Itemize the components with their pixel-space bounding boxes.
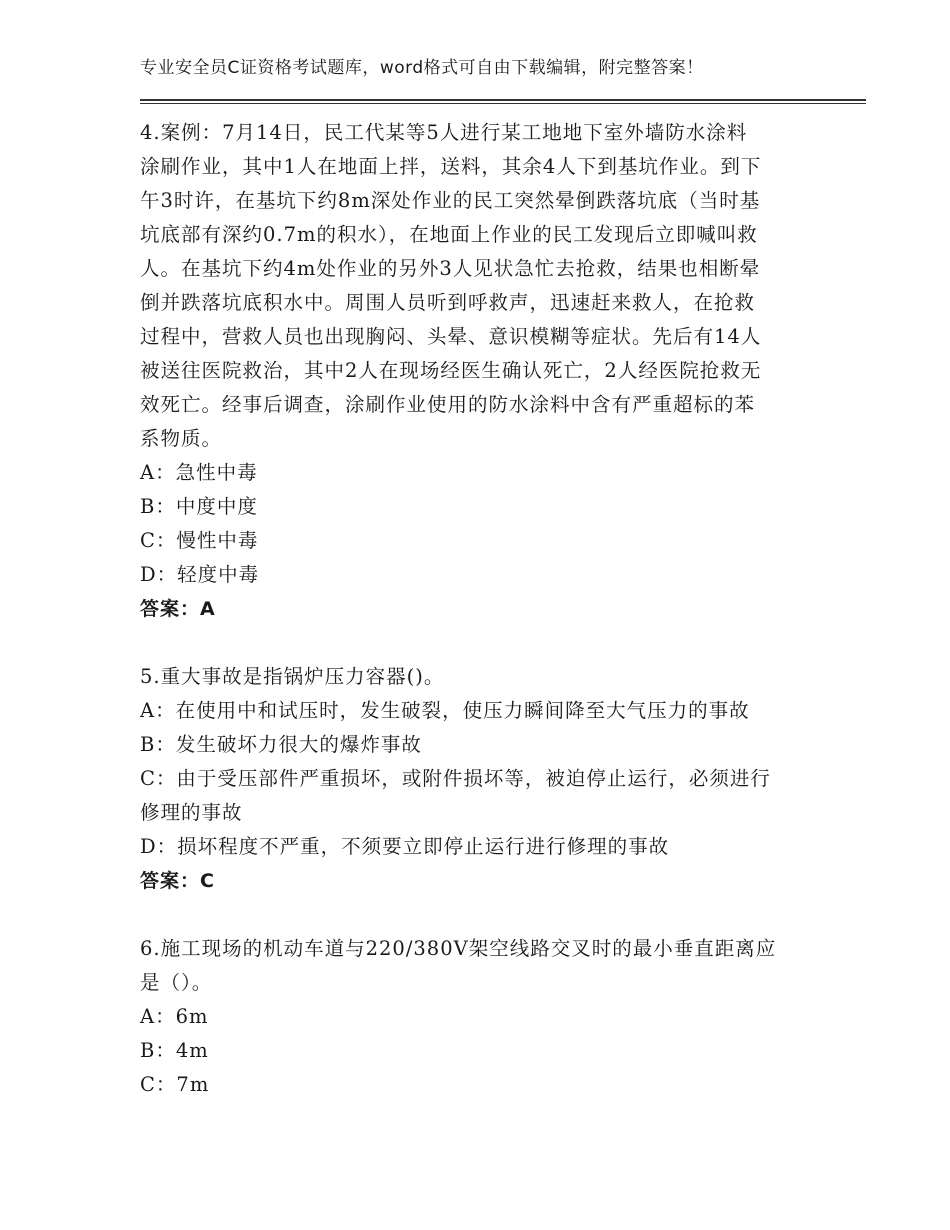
option-a: A：急性中毒 bbox=[140, 461, 258, 484]
option-a: A：6m bbox=[140, 1005, 209, 1028]
question-stem-line: 6.施工现场的机动车道与220/380V架空线路交叉时的最小垂直距离应 bbox=[140, 937, 777, 960]
option-c: C：由于受压部件严重损坏，或附件损坏等，被迫停止运行，必须进行 bbox=[140, 767, 771, 790]
question-stem-line: 午3时许，在基坑下约8m深处作业的民工突然晕倒跌落坑底（当时基 bbox=[140, 189, 761, 212]
option-d: D：轻度中毒 bbox=[140, 563, 260, 586]
question-stem-line: 倒并跌落坑底积水中。周围人员听到呼救声，迅速赶来救人，在抢救 bbox=[140, 291, 756, 314]
question-stem-line: 5.重大事故是指锅炉压力容器()。 bbox=[140, 665, 445, 688]
answer-label: 答案：A bbox=[140, 598, 216, 620]
question-6 bbox=[140, 932, 810, 1102]
question-stem-line: 效死亡。经事后调查，涂刷作业使用的防水涂料中含有严重超标的苯 bbox=[140, 393, 756, 416]
option-d: D：损坏程度不严重，不须要立即停止运行进行修理的事故 bbox=[140, 835, 670, 858]
question-stem-line: 坑底部有深约0.7m的积水），在地面上作业的民工发现后立即喊叫救 bbox=[140, 223, 758, 246]
question-stem-line: 被送往医院救治，其中2人在现场经医生确认死亡，2人经医院抢救无 bbox=[140, 359, 762, 382]
question-spacer bbox=[140, 626, 810, 660]
question-4 bbox=[140, 116, 810, 626]
option-c: C：7m bbox=[140, 1073, 210, 1096]
question-stem-line: 过程中，营救人员也出现胸闷、头晕、意识模糊等症状。先后有14人 bbox=[140, 325, 762, 348]
question-stem-line: 是（）。 bbox=[140, 971, 213, 994]
question-5 bbox=[140, 660, 810, 898]
question-stem-line: 人。在基坑下约4m处作业的另外3人见状急忙去抢救，结果也相断晕 bbox=[140, 257, 761, 280]
question-stem-line: 涂刷作业，其中1人在地面上拌，送料，其余4人下到基坑作业。到下 bbox=[140, 155, 762, 178]
question-stem-line: 系物质。 bbox=[140, 427, 223, 450]
option-a: A：在使用中和试压时，发生破裂，使压力瞬间降至大气压力的事故 bbox=[140, 699, 750, 722]
header-rule-thin bbox=[140, 103, 866, 104]
option-c-continued: 修理的事故 bbox=[140, 801, 243, 824]
header-rule-thick bbox=[140, 99, 866, 101]
option-b: B：发生破坏力很大的爆炸事故 bbox=[140, 733, 422, 756]
question-stem-line: 4.案例：7月14日，民工代某等5人进行某工地地下室外墙防水涂料 bbox=[140, 121, 748, 144]
document-header: 专业安全员C证资格考试题库，word格式可自由下载编辑，附完整答案！ bbox=[140, 58, 704, 78]
option-b: B：中度中度 bbox=[140, 495, 258, 518]
option-b: B：4m bbox=[140, 1039, 209, 1062]
question-list bbox=[140, 116, 810, 1102]
question-spacer bbox=[140, 898, 810, 932]
answer-label: 答案：C bbox=[140, 870, 215, 892]
option-c: C：慢性中毒 bbox=[140, 529, 259, 552]
